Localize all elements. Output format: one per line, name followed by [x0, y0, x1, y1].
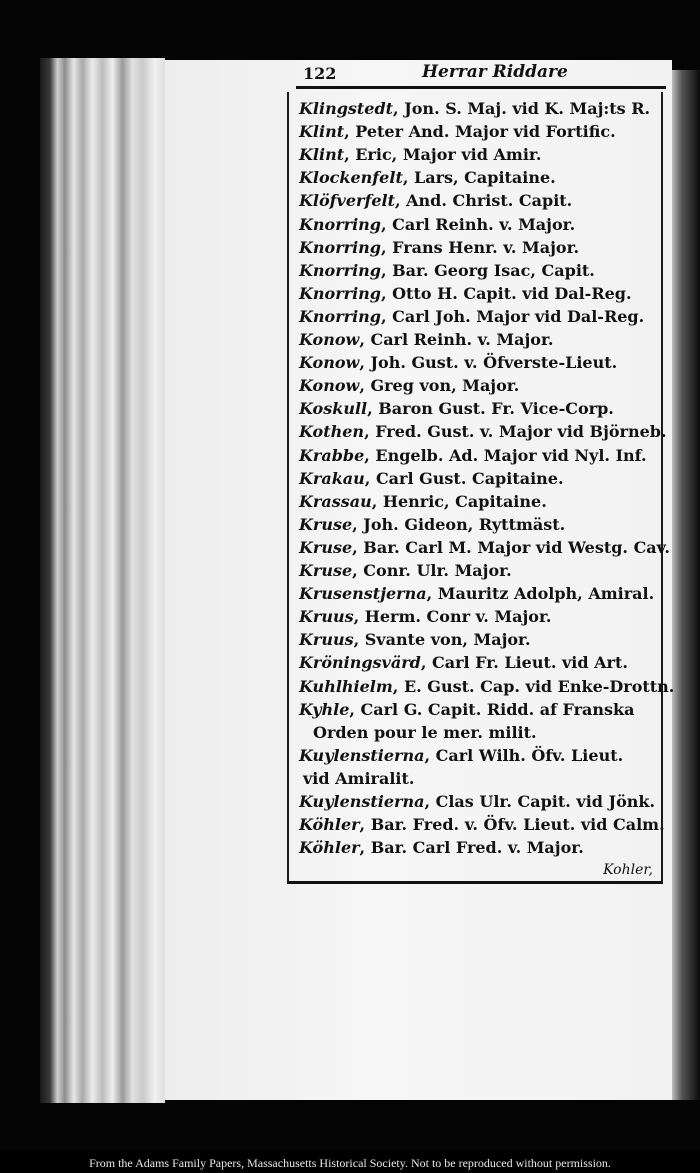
roster-entry — [299, 837, 584, 859]
entry-details: , Peter And. Major vid Fortific. — [344, 122, 616, 142]
roster-entry — [299, 629, 531, 651]
roster-entry — [299, 468, 564, 490]
entry-surname: Knorring — [299, 237, 381, 257]
entry-surname: Kruse — [299, 561, 353, 580]
entry-surname: Kuhlhielm — [299, 676, 393, 696]
roster-entry — [299, 214, 575, 236]
entry-details: , Carl Wilh. Öfv. Lieut. — [424, 745, 624, 765]
roster-entry — [303, 768, 414, 790]
roster-entry — [313, 722, 537, 744]
roster-entry — [299, 260, 595, 282]
roster-entry — [299, 237, 579, 259]
entry-details: , Otto H. Capit. vid Dal-Reg. — [380, 283, 632, 303]
entry-details: , Bar. Carl M. Major vid Westg. Cav. — [352, 537, 670, 557]
entry-details: , Joh. Gust. v. Öfverste-Lieut. — [359, 353, 618, 373]
roster-entry — [299, 560, 512, 582]
roster-entry — [299, 676, 674, 698]
entry-surname: Kuylenstierna — [299, 792, 425, 811]
entry-details: , Carl Reinh. v. Major. — [380, 214, 576, 234]
roster-entry — [299, 421, 667, 443]
entry-surname: Knorring — [299, 306, 381, 326]
entry-details: , Carl Fr. Lieut. vid Art. — [420, 653, 628, 673]
entry-surname: Krakau — [299, 468, 365, 488]
copyright-footer: From the Adams Family Papers, Massachusetts Historical Society. Not to be reproduced without permission. — [89, 1156, 611, 1170]
entry-surname: Knorring — [299, 260, 381, 280]
entry-details: vid Amiralit. — [303, 768, 415, 788]
entry-details: , Joh. Gideon, Ryttmäst. — [352, 514, 566, 534]
binding-shadow — [672, 70, 700, 1100]
roster-entry — [299, 814, 665, 836]
entry-details: , Svante von, Major. — [353, 630, 531, 650]
roster-entry — [299, 699, 635, 721]
roster-entry — [299, 606, 551, 628]
entry-details: , Jon. S. Maj. vid K. Maj:ts R. — [393, 99, 651, 118]
running-head: Herrar Riddare — [422, 62, 568, 82]
entry-surname: Konow — [299, 353, 360, 373]
entry-surname: Koskull — [299, 399, 368, 419]
entry-details: , Lars, Capitaine. — [402, 168, 556, 188]
entry-surname: Klöfverfelt — [299, 191, 395, 211]
roster-entry — [299, 745, 623, 767]
roster-entry — [299, 398, 614, 420]
entry-details: , Conr. Ulr. Major. — [352, 561, 512, 580]
entry-surname: Kruus — [299, 630, 354, 650]
entry-surname: Krusenstjerna — [299, 584, 427, 604]
book-page-edges — [40, 58, 165, 1103]
entry-details: , Engelb. Ad. Major vid Nyl. Inf. — [364, 445, 647, 465]
entry-details: , Carl G. Capit. Ridd. af Franska — [349, 699, 635, 719]
roster-entry — [299, 537, 670, 559]
entry-details: , Eric, Major vid Amir. — [344, 145, 542, 165]
entry-surname: Konow — [299, 330, 360, 349]
roster-entry — [299, 144, 541, 166]
entry-details: , Henric, Capitaine. — [371, 491, 547, 511]
roster-entry — [299, 491, 547, 513]
entry-surname: Krabbe — [299, 445, 365, 465]
roster-list — [287, 92, 675, 884]
header-rule — [296, 86, 666, 89]
catchword: Kohler, — [603, 862, 653, 878]
entry-details: , Fred. Gust. v. Major vid Björneb. — [364, 422, 667, 442]
entry-details: Orden pour le mer. milit. — [313, 722, 537, 742]
roster-entry — [299, 352, 617, 374]
roster-entry — [299, 652, 628, 674]
entry-details: , Carl Gust. Capitaine. — [364, 468, 564, 488]
entry-details: , Bar. Georg Isac, Capit. — [380, 260, 595, 280]
entry-surname: Krassau — [299, 491, 372, 511]
entry-surname: Kruus — [299, 607, 354, 627]
entry-details: , Bar. Carl Fred. v. Major. — [359, 838, 584, 858]
entry-details: , Mauritz Adolph, Amiral. — [426, 584, 655, 604]
entry-surname: Kyhle — [299, 699, 350, 719]
entry-surname: Knorring — [299, 283, 381, 303]
roster-entry — [299, 514, 565, 536]
entry-surname: Klingstedt — [299, 99, 394, 118]
entry-surname: Klint — [299, 122, 345, 142]
roster-entry — [299, 329, 554, 351]
roster-entry — [299, 190, 572, 212]
roster-entry — [299, 283, 632, 305]
entry-surname: Konow — [299, 376, 360, 396]
entry-details: , Herm. Conr v. Major. — [353, 607, 552, 627]
page-number: 122 — [303, 64, 337, 83]
roster-entry — [299, 445, 647, 467]
entry-surname: Knorring — [299, 214, 381, 234]
entry-details: , E. Gust. Cap. vid Enke-Drottn. — [392, 676, 675, 696]
entry-details: , Greg von, Major. — [359, 376, 520, 396]
entry-details: , Carl Reinh. v. Major. — [359, 330, 554, 349]
roster-entry — [299, 375, 519, 397]
entry-details: , Baron Gust. Fr. Vice-Corp. — [367, 399, 614, 419]
entry-surname: Klockenfelt — [299, 168, 403, 188]
entry-details: , Carl Joh. Major vid Dal-Reg. — [380, 306, 645, 326]
roster-entry — [299, 583, 654, 605]
roster-entry — [299, 167, 556, 189]
roster-entry — [299, 121, 616, 143]
entry-surname: Klint — [299, 145, 345, 165]
entry-details: , Bar. Fred. v. Öfv. Lieut. vid Calm. — [359, 815, 665, 835]
entry-details: , Frans Henr. v. Major. — [380, 237, 580, 257]
roster-entry — [299, 791, 655, 813]
entry-surname: Kuylenstierna — [299, 745, 425, 765]
entry-surname: Kruse — [299, 537, 353, 557]
roster-entry — [299, 306, 644, 328]
roster-entry — [299, 98, 650, 120]
entry-details: , Clas Ulr. Capit. vid Jönk. — [424, 792, 656, 811]
entry-surname: Kothen — [299, 422, 365, 442]
entry-surname: Kröningsvärd — [299, 653, 421, 673]
entry-surname: Köhler — [299, 838, 360, 858]
entry-surname: Kruse — [299, 514, 353, 534]
entry-details: , And. Christ. Capit. — [394, 191, 573, 211]
entry-surname: Köhler — [299, 815, 360, 835]
